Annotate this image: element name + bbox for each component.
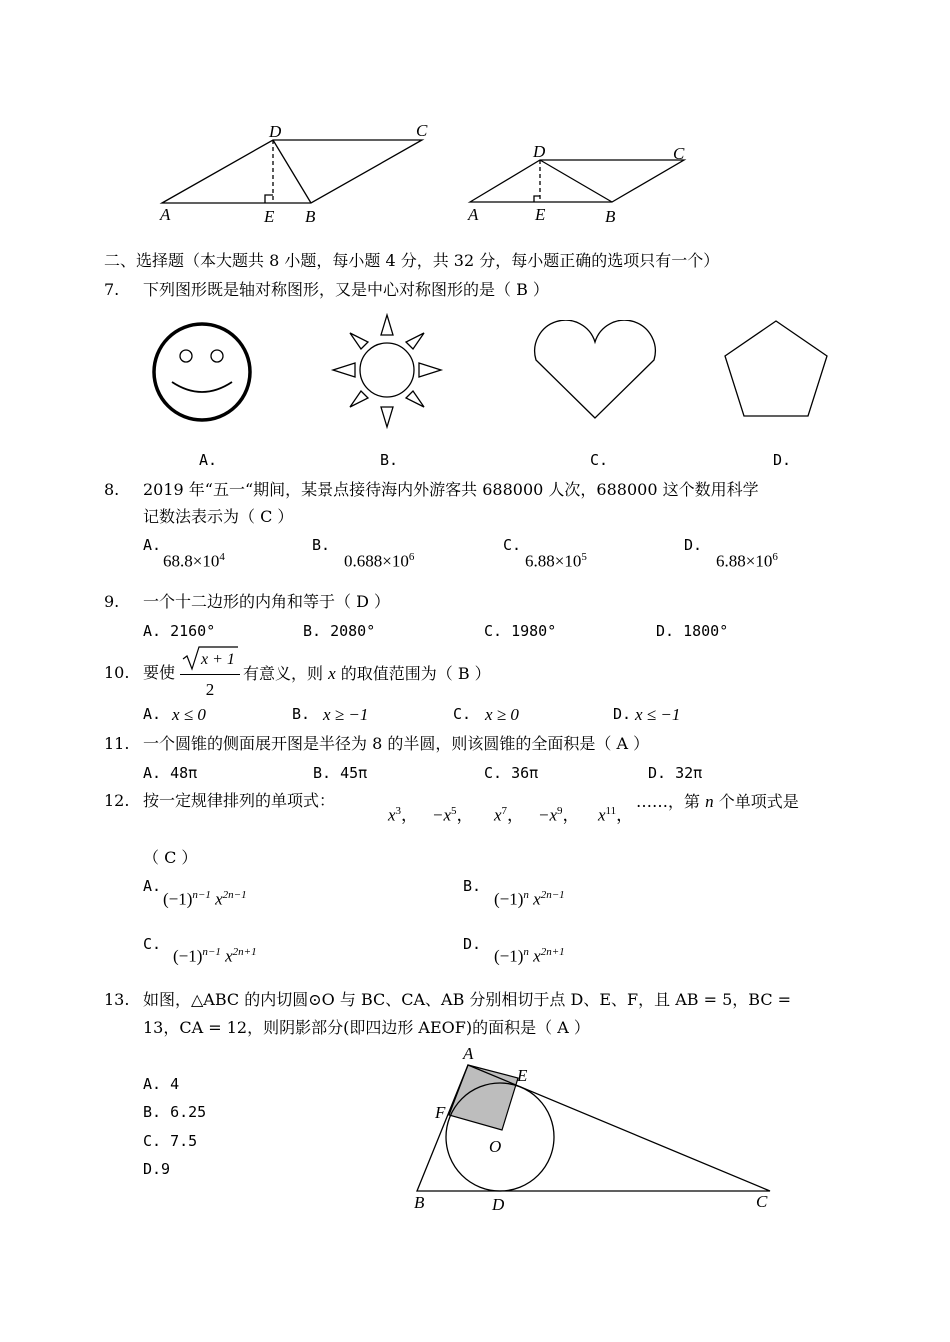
q7-label-d: D.: [773, 451, 792, 469]
q8-line2: 记数法表示为（ C ）: [143, 507, 294, 526]
q11-number: 11.: [104, 734, 130, 753]
smiley-face-figure: [150, 320, 254, 424]
label-c: C: [756, 1192, 768, 1211]
label-a: A: [468, 205, 479, 224]
q10-number: 10.: [104, 663, 130, 682]
q10-option-c: x ≥ 0: [485, 705, 519, 724]
q13-option-a: A. 4: [143, 1075, 180, 1093]
q10-option-d: x ≤ −1: [635, 705, 681, 724]
q9-number: 9.: [104, 592, 120, 611]
q13-option-b: B. 6.25: [143, 1103, 207, 1121]
q8-option-b: $0.688\times 10^6$: [344, 551, 415, 571]
sqrt-sign-icon: [180, 644, 240, 672]
sun-figure: [330, 313, 445, 433]
q11-option-c: C. 36π: [484, 764, 539, 782]
label-c: C: [416, 121, 428, 140]
q8-option-c: $6.88\times 10^5$: [525, 551, 587, 571]
q10-option-b: x ≥ −1: [323, 705, 369, 724]
q12-option-d-label: D.: [463, 935, 482, 953]
q7-number: 7.: [104, 280, 120, 299]
q10-option-d-label: D.: [613, 705, 632, 723]
q12-option-c: $(-1)^{n-1}$ $x^{2n+1}$: [173, 946, 257, 966]
q12-term-1: $x^3$，: [388, 805, 419, 825]
q12-text: 按一定规律排列的单项式：: [143, 791, 336, 810]
label-o: O: [489, 1137, 502, 1156]
q8-line1: 2019 年“五一“期间，某景点接待海内外游客共 688000 人次，688000 这个数用科学: [143, 480, 759, 499]
section-heading: 二、选择题（本大题共 8 小题，每小题 4 分，共 32 分，每小题正确的选项只有一个）: [104, 251, 720, 270]
q12-term-2: $-x^5$，: [432, 805, 474, 825]
q12-option-b-label: B.: [463, 877, 482, 895]
q11-text: 一个圆锥的侧面展开图是半径为 8 的半圆，则该圆锥的全面积是（ A ）: [143, 734, 650, 753]
q13-option-d: D.9: [143, 1160, 171, 1178]
q12-tail: ……，第 n 个单项式是: [636, 792, 799, 811]
q9-option-d: D. 1800°: [656, 622, 729, 640]
q12-term-4: $-x^9$，: [538, 805, 580, 825]
label-b: B: [414, 1193, 425, 1212]
q13-option-c: C. 7.5: [143, 1132, 198, 1150]
q10-post: 有意义，则 x 的取值范围为（ B ）: [243, 664, 491, 683]
label-b: B: [605, 207, 616, 226]
label-d: D: [269, 122, 282, 141]
q12-option-b: $(-1)^n$ $x^{2n-1}$: [494, 889, 565, 909]
q10-numerator: x + 1: [201, 651, 235, 668]
q10-fraction: [180, 644, 240, 700]
q12-answer: （ C ）: [143, 848, 198, 867]
parallelogram-figure-right: [460, 140, 700, 230]
label-a: A: [160, 205, 171, 224]
q10-denominator: 2: [205, 680, 215, 699]
q12-option-d: $(-1)^n$ $x^{2n+1}$: [494, 946, 565, 966]
q12-option-a-label: A.: [143, 877, 162, 895]
q13-number: 13.: [104, 990, 130, 1009]
parallelogram-figure-left: [150, 115, 440, 230]
q10-option-c-label: C.: [453, 705, 472, 723]
q7-label-a: A.: [199, 451, 218, 469]
label-e: E: [535, 205, 546, 224]
q7-label-c: C.: [590, 451, 609, 469]
label-a: A: [463, 1044, 474, 1063]
q12-term-3: $x^7$，: [494, 805, 525, 825]
label-e: E: [264, 207, 275, 226]
label-d: D: [533, 142, 546, 161]
label-e: E: [517, 1066, 528, 1085]
q13-line2: 13，CA = 12，则阴影部分(即四边形 AEOF)的面积是（ A ）: [143, 1018, 590, 1037]
q13-line1: 如图，△ABC 的内切圆⊙O 与 BC、CA、AB 分别相切于点 D、E、F，且 AB = 5，BC =: [143, 990, 792, 1009]
q12-option-a: $(-1)^{n-1}$ $x^{2n-1}$: [163, 889, 247, 909]
label-b: B: [305, 207, 316, 226]
pentagon-figure: [720, 318, 832, 420]
shaded-quadrilateral-aeof: [449, 1065, 518, 1130]
q11-option-b: B. 45π: [313, 764, 368, 782]
q12-number: 12.: [104, 791, 130, 810]
q8-number: 8.: [104, 480, 120, 499]
q12-option-c-label: C.: [143, 935, 162, 953]
q9-option-b: B. 2080°: [303, 622, 376, 640]
q8-option-d-label: D.: [684, 536, 703, 554]
q8-option-a: $68.8\times 10^4$: [163, 551, 225, 571]
q10-option-b-label: B.: [292, 705, 311, 723]
q11-option-a: A. 48π: [143, 764, 198, 782]
label-c: C: [673, 144, 685, 163]
q7-text: 下列图形既是轴对称图形，又是中心对称图形的是（ B ）: [143, 280, 549, 299]
q9-option-a: A. 2160°: [143, 622, 216, 640]
q12-term-5: $x^{11}$，: [598, 805, 634, 825]
q8-option-a-label: A.: [143, 536, 162, 554]
incircle-triangle-figure: [405, 1040, 785, 1220]
q8-option-b-label: B.: [312, 536, 331, 554]
heart-figure: [530, 320, 660, 422]
q10-option-a-label: A.: [143, 705, 162, 723]
q7-label-b: B.: [380, 451, 399, 469]
q8-option-c-label: C.: [503, 536, 522, 554]
q10-pre: 要使: [143, 663, 176, 682]
label-f: F: [435, 1103, 446, 1122]
q8-option-d: $6.88\times 10^6$: [716, 551, 778, 571]
q10-option-a: x ≤ 0: [172, 705, 206, 724]
label-d: D: [492, 1195, 505, 1214]
q11-option-d: D. 32π: [648, 764, 703, 782]
q9-text: 一个十二边形的内角和等于（ D ）: [143, 592, 391, 611]
q9-option-c: C. 1980°: [484, 622, 557, 640]
